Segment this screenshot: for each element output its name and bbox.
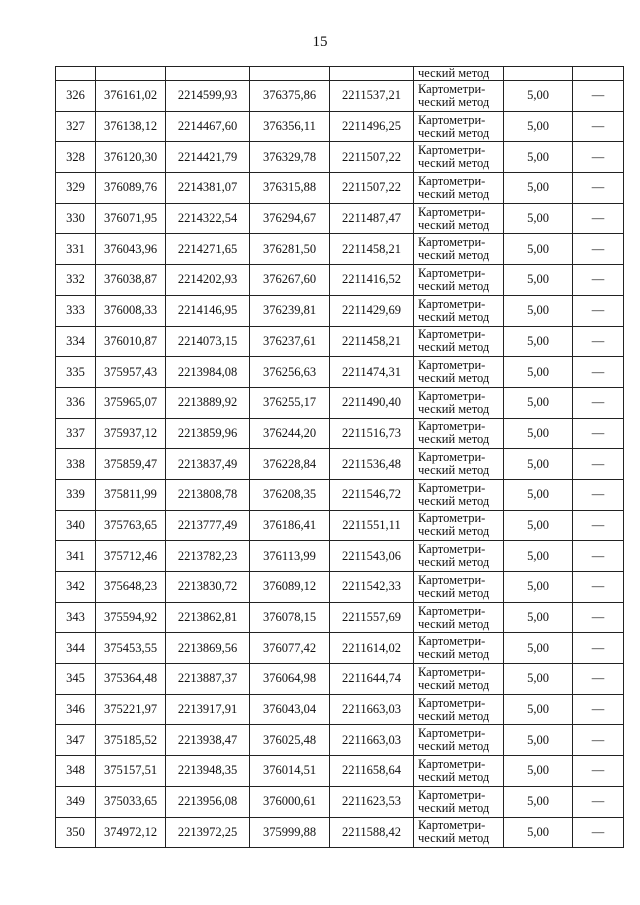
row-number-cell: 346 — [56, 694, 96, 725]
accuracy-cell: 5,00 — [504, 418, 573, 449]
accuracy-cell: 5,00 — [504, 510, 573, 541]
note-cell: — — [573, 602, 624, 633]
method-line-1: Картометри- — [418, 572, 486, 587]
accuracy-cell: 5,00 — [504, 694, 573, 725]
y1-cell: 2214202,93 — [166, 265, 250, 296]
accuracy-cell: 5,00 — [504, 479, 573, 510]
method-line-2: ческий метод — [418, 769, 490, 784]
x1-cell: 375453,55 — [96, 633, 166, 664]
x2-cell: 376228,84 — [250, 449, 330, 480]
x1-cell: 375648,23 — [96, 572, 166, 603]
x2-cell: 376294,67 — [250, 203, 330, 234]
y2-cell: 2211496,25 — [330, 111, 414, 142]
y2-cell: 2211516,73 — [330, 418, 414, 449]
x1-cell: 375033,65 — [96, 786, 166, 817]
method-line-2: ческий метод — [418, 585, 490, 600]
table-row — [56, 326, 624, 357]
row-number-cell: 334 — [56, 326, 96, 357]
row-number-cell: 326 — [56, 81, 96, 112]
method-cell — [414, 664, 504, 695]
method-cell — [414, 541, 504, 572]
y2-cell: 2211663,03 — [330, 725, 414, 756]
y2-cell: 2211507,22 — [330, 142, 414, 173]
method-line-1: Картометри- — [418, 419, 486, 434]
x1-cell: 375965,07 — [96, 387, 166, 418]
note-cell: — — [573, 387, 624, 418]
y1-cell: 2214322,54 — [166, 203, 250, 234]
row-number-cell: 328 — [56, 142, 96, 173]
note-cell: — — [573, 633, 624, 664]
x1-cell: 375859,47 — [96, 449, 166, 480]
method-line-1: Картометри- — [418, 511, 486, 526]
accuracy-cell: 5,00 — [504, 234, 573, 265]
y1-cell: 2214599,93 — [166, 81, 250, 112]
method-line-2: ческий метод — [418, 555, 490, 570]
method-cell — [414, 479, 504, 510]
method-cell — [414, 449, 504, 480]
method-line-1: Картометри- — [418, 664, 486, 679]
y1-cell: 2213782,23 — [166, 541, 250, 572]
accuracy-cell: 5,00 — [504, 173, 573, 204]
y1-cell: 2213917,91 — [166, 694, 250, 725]
method-line-2: ческий метод — [418, 248, 490, 263]
method-line-2: ческий метод — [418, 217, 490, 232]
x1-cell: 376089,76 — [96, 173, 166, 204]
y1-cell: 2214467,60 — [166, 111, 250, 142]
x2-cell: 376064,98 — [250, 664, 330, 695]
note-cell: — — [573, 357, 624, 388]
y2-cell: 2211416,52 — [330, 265, 414, 296]
row-number-cell: 327 — [56, 111, 96, 142]
method-cell — [414, 602, 504, 633]
method-cell — [414, 418, 504, 449]
note-cell: — — [573, 449, 624, 480]
y2-cell: 2211542,33 — [330, 572, 414, 603]
method-cell — [414, 81, 504, 112]
method-cell — [414, 142, 504, 173]
x1-cell: 375811,99 — [96, 479, 166, 510]
method-line-2: ческий метод — [418, 493, 490, 508]
table-row — [56, 633, 624, 664]
table-row — [56, 572, 624, 603]
note-cell: — — [573, 479, 624, 510]
method-line-2: ческий метод — [418, 401, 490, 416]
note-cell: — — [573, 725, 624, 756]
method-line-1: Картометри- — [418, 542, 486, 557]
x2-cell: 376375,86 — [250, 81, 330, 112]
y2-cell: 2211614,02 — [330, 633, 414, 664]
y2-cell: 2211458,21 — [330, 326, 414, 357]
note-cell: — — [573, 664, 624, 695]
x2-cell: 376255,17 — [250, 387, 330, 418]
row-number-cell: 344 — [56, 633, 96, 664]
method-cell — [414, 817, 504, 848]
row-number-cell: 331 — [56, 234, 96, 265]
y1-cell: 2213887,37 — [166, 664, 250, 695]
row-number-cell: 339 — [56, 479, 96, 510]
x2-cell: 376025,48 — [250, 725, 330, 756]
row-number-cell: 343 — [56, 602, 96, 633]
x2-cell: 376329,78 — [250, 142, 330, 173]
y2-cell: 2211557,69 — [330, 602, 414, 633]
x2-cell: 376256,63 — [250, 357, 330, 388]
y1-cell: 2214421,79 — [166, 142, 250, 173]
method-cell — [414, 295, 504, 326]
method-line-1: Картометри- — [418, 112, 486, 127]
page-number: 15 — [312, 34, 328, 50]
table-row — [56, 541, 624, 572]
x2-cell: 376113,99 — [250, 541, 330, 572]
method-line-2: ческий метод — [418, 309, 490, 324]
x2-cell: 376186,41 — [250, 510, 330, 541]
table-row — [56, 602, 624, 633]
y2-cell: 2211658,64 — [330, 756, 414, 787]
y1-cell: 2213938,47 — [166, 725, 250, 756]
continuation-row — [56, 67, 624, 81]
note-cell: — — [573, 81, 624, 112]
table-row — [56, 786, 624, 817]
method-line-2: ческий метод — [418, 831, 490, 846]
method-cell — [414, 111, 504, 142]
method-cell — [414, 633, 504, 664]
x2-cell: 376089,12 — [250, 572, 330, 603]
note-cell: — — [573, 234, 624, 265]
method-line-2: ческий метод — [418, 647, 490, 662]
table-row — [56, 418, 624, 449]
method-cell — [414, 265, 504, 296]
row-number-cell: 345 — [56, 664, 96, 695]
table-row — [56, 479, 624, 510]
y1-cell: 2213777,49 — [166, 510, 250, 541]
x1-cell: 375763,65 — [96, 510, 166, 541]
y2-cell: 2211487,47 — [330, 203, 414, 234]
method-line-2: ческий метод — [418, 278, 490, 293]
method-line-2: ческий метод — [418, 340, 490, 355]
method-line-1: Картометри- — [418, 818, 486, 833]
method-line-1: Картометри- — [418, 204, 486, 219]
method-line-1: Картометри- — [418, 265, 486, 280]
accuracy-cell: 5,00 — [504, 357, 573, 388]
table-row — [56, 725, 624, 756]
x1-cell: 376120,30 — [96, 142, 166, 173]
note-cell: — — [573, 203, 624, 234]
x2-cell: 376244,20 — [250, 418, 330, 449]
accuracy-cell: 5,00 — [504, 449, 573, 480]
method-line-1: Картометри- — [418, 235, 486, 250]
accuracy-cell: 5,00 — [504, 817, 573, 848]
table-row — [56, 203, 624, 234]
accuracy-cell: 5,00 — [504, 326, 573, 357]
method-line-2: ческий метод — [418, 432, 490, 447]
continuation-cell-y1 — [166, 67, 250, 81]
method-cell — [414, 694, 504, 725]
y1-cell: 2213984,08 — [166, 357, 250, 388]
x2-cell: 376315,88 — [250, 173, 330, 204]
note-cell: — — [573, 173, 624, 204]
method-line-2: ческий метод — [418, 739, 490, 754]
x1-cell: 376043,96 — [96, 234, 166, 265]
method-cell — [414, 173, 504, 204]
continuation-cell-y2 — [330, 67, 414, 81]
x2-cell: 376281,50 — [250, 234, 330, 265]
x2-cell: 376077,42 — [250, 633, 330, 664]
accuracy-cell: 5,00 — [504, 572, 573, 603]
accuracy-cell: 5,00 — [504, 111, 573, 142]
method-line-2: ческий метод — [418, 371, 490, 386]
accuracy-cell: 5,00 — [504, 756, 573, 787]
table-row — [56, 664, 624, 695]
x2-cell: 376000,61 — [250, 786, 330, 817]
x1-cell: 376071,95 — [96, 203, 166, 234]
note-cell: — — [573, 572, 624, 603]
y1-cell: 2213808,78 — [166, 479, 250, 510]
note-cell: — — [573, 418, 624, 449]
row-number-cell: 350 — [56, 817, 96, 848]
y2-cell: 2211490,40 — [330, 387, 414, 418]
y1-cell: 2213869,56 — [166, 633, 250, 664]
method-cell — [414, 756, 504, 787]
method-line-1: Картометри- — [418, 634, 486, 649]
y2-cell: 2211536,48 — [330, 449, 414, 480]
method-cell — [414, 234, 504, 265]
table-row — [56, 817, 624, 848]
accuracy-cell: 5,00 — [504, 387, 573, 418]
accuracy-cell: 5,00 — [504, 541, 573, 572]
method-line-2: ческий метод — [418, 186, 490, 201]
method-line-1: Картометри- — [418, 296, 486, 311]
accuracy-cell: 5,00 — [504, 664, 573, 695]
row-number-cell: 338 — [56, 449, 96, 480]
accuracy-cell: 5,00 — [504, 295, 573, 326]
table-row — [56, 295, 624, 326]
x1-cell: 375157,51 — [96, 756, 166, 787]
method-line-1: Картометри- — [418, 480, 486, 495]
table-body — [56, 67, 624, 848]
y1-cell: 2213862,81 — [166, 602, 250, 633]
method-line-2: ческий метод — [418, 677, 490, 692]
y2-cell: 2211546,72 — [330, 479, 414, 510]
method-cell — [414, 387, 504, 418]
y2-cell: 2211458,21 — [330, 234, 414, 265]
note-cell: — — [573, 265, 624, 296]
y2-cell: 2211429,69 — [330, 295, 414, 326]
note-cell: — — [573, 786, 624, 817]
method-cell — [414, 510, 504, 541]
note-cell: — — [573, 817, 624, 848]
table-row — [56, 142, 624, 173]
method-line-1: Картометри- — [418, 143, 486, 158]
method-line-1: Картометри- — [418, 173, 486, 188]
method-line-2: ческий метод — [418, 800, 490, 815]
method-cell — [414, 326, 504, 357]
table-row — [56, 265, 624, 296]
x2-cell: 376239,81 — [250, 295, 330, 326]
row-number-cell: 335 — [56, 357, 96, 388]
method-cell — [414, 203, 504, 234]
method-line-1: Картометри- — [418, 787, 486, 802]
method-cell — [414, 786, 504, 817]
y1-cell: 2214381,07 — [166, 173, 250, 204]
method-line-1: Картометри- — [418, 358, 486, 373]
x1-cell: 375185,52 — [96, 725, 166, 756]
accuracy-cell: 5,00 — [504, 265, 573, 296]
x1-cell: 376161,02 — [96, 81, 166, 112]
x2-cell: 376356,11 — [250, 111, 330, 142]
table-row — [56, 81, 624, 112]
y2-cell: 2211644,74 — [330, 664, 414, 695]
y2-cell: 2211474,31 — [330, 357, 414, 388]
accuracy-cell: 5,00 — [504, 786, 573, 817]
note-cell: — — [573, 295, 624, 326]
note-cell: — — [573, 111, 624, 142]
note-cell: — — [573, 756, 624, 787]
method-line-1: Картометри- — [418, 388, 486, 403]
x2-cell: 376237,61 — [250, 326, 330, 357]
x2-cell: 375999,88 — [250, 817, 330, 848]
note-cell: — — [573, 694, 624, 725]
note-cell: — — [573, 326, 624, 357]
method-line-2: ческий метод — [418, 125, 490, 140]
method-line-2: ческий метод — [418, 616, 490, 631]
continuation-cell-x1 — [96, 67, 166, 81]
y2-cell: 2211507,22 — [330, 173, 414, 204]
y1-cell: 2213956,08 — [166, 786, 250, 817]
y1-cell: 2213830,72 — [166, 572, 250, 603]
y1-cell: 2214073,15 — [166, 326, 250, 357]
row-number-cell: 337 — [56, 418, 96, 449]
row-number-cell: 332 — [56, 265, 96, 296]
x1-cell: 375364,48 — [96, 664, 166, 695]
x1-cell: 375712,46 — [96, 541, 166, 572]
method-line-1: Картометри- — [418, 81, 486, 96]
method-line-1: Картометри- — [418, 327, 486, 342]
accuracy-cell: 5,00 — [504, 142, 573, 173]
y1-cell: 2214146,95 — [166, 295, 250, 326]
y2-cell: 2211588,42 — [330, 817, 414, 848]
table-row — [56, 387, 624, 418]
x1-cell: 376008,33 — [96, 295, 166, 326]
table-row — [56, 357, 624, 388]
row-number-cell: 347 — [56, 725, 96, 756]
coordinates-table — [55, 66, 624, 848]
y2-cell: 2211551,11 — [330, 510, 414, 541]
row-number-cell: 349 — [56, 786, 96, 817]
x1-cell: 374972,12 — [96, 817, 166, 848]
accuracy-cell: 5,00 — [504, 633, 573, 664]
method-cell — [414, 725, 504, 756]
table-row — [56, 234, 624, 265]
row-number-cell: 330 — [56, 203, 96, 234]
row-number-cell: 329 — [56, 173, 96, 204]
y2-cell: 2211537,21 — [330, 81, 414, 112]
y1-cell: 2213948,35 — [166, 756, 250, 787]
method-line-2: ческий метод — [418, 524, 490, 539]
x2-cell: 376043,04 — [250, 694, 330, 725]
accuracy-cell: 5,00 — [504, 602, 573, 633]
y2-cell: 2211623,53 — [330, 786, 414, 817]
table-row — [56, 173, 624, 204]
method-cell — [414, 572, 504, 603]
method-line-2: ческий метод — [418, 156, 490, 171]
y1-cell: 2214271,65 — [166, 234, 250, 265]
x2-cell: 376208,35 — [250, 479, 330, 510]
method-line-1: Картометри- — [418, 756, 486, 771]
row-number-cell: 333 — [56, 295, 96, 326]
continuation-method-cell: ческий метод — [414, 67, 504, 81]
method-line-1: Картометри- — [418, 726, 486, 741]
continuation-cell-x2 — [250, 67, 330, 81]
note-cell: — — [573, 541, 624, 572]
method-line-2: ческий метод — [418, 94, 490, 109]
x1-cell: 376138,12 — [96, 111, 166, 142]
x1-cell: 375937,12 — [96, 418, 166, 449]
y1-cell: 2213972,25 — [166, 817, 250, 848]
accuracy-cell: 5,00 — [504, 203, 573, 234]
continuation-cell-note — [573, 67, 624, 81]
method-line-1: Картометри- — [418, 603, 486, 618]
y2-cell: 2211543,06 — [330, 541, 414, 572]
accuracy-cell: 5,00 — [504, 81, 573, 112]
x2-cell: 376014,51 — [250, 756, 330, 787]
x1-cell: 375957,43 — [96, 357, 166, 388]
y1-cell: 2213859,96 — [166, 418, 250, 449]
continuation-cell-accuracy — [504, 67, 573, 81]
table-row — [56, 510, 624, 541]
row-number-cell: 342 — [56, 572, 96, 603]
table-row — [56, 694, 624, 725]
method-line-1: Картометри- — [418, 695, 486, 710]
y1-cell: 2213889,92 — [166, 387, 250, 418]
note-cell: — — [573, 142, 624, 173]
table-row — [56, 449, 624, 480]
row-number-cell: 348 — [56, 756, 96, 787]
x2-cell: 376267,60 — [250, 265, 330, 296]
row-number-cell: 336 — [56, 387, 96, 418]
y2-cell: 2211663,03 — [330, 694, 414, 725]
method-cell — [414, 357, 504, 388]
x2-cell: 376078,15 — [250, 602, 330, 633]
accuracy-cell: 5,00 — [504, 725, 573, 756]
table-row — [56, 756, 624, 787]
x1-cell: 376010,87 — [96, 326, 166, 357]
row-number-cell: 341 — [56, 541, 96, 572]
table-row — [56, 111, 624, 142]
y1-cell: 2213837,49 — [166, 449, 250, 480]
method-line-2: ческий метод — [418, 708, 490, 723]
x1-cell: 375594,92 — [96, 602, 166, 633]
method-line-2: ческий метод — [418, 463, 490, 478]
x1-cell: 375221,97 — [96, 694, 166, 725]
row-number-cell: 340 — [56, 510, 96, 541]
method-line-1: Картометри- — [418, 450, 486, 465]
continuation-cell-num — [56, 67, 96, 81]
note-cell: — — [573, 510, 624, 541]
x1-cell: 376038,87 — [96, 265, 166, 296]
